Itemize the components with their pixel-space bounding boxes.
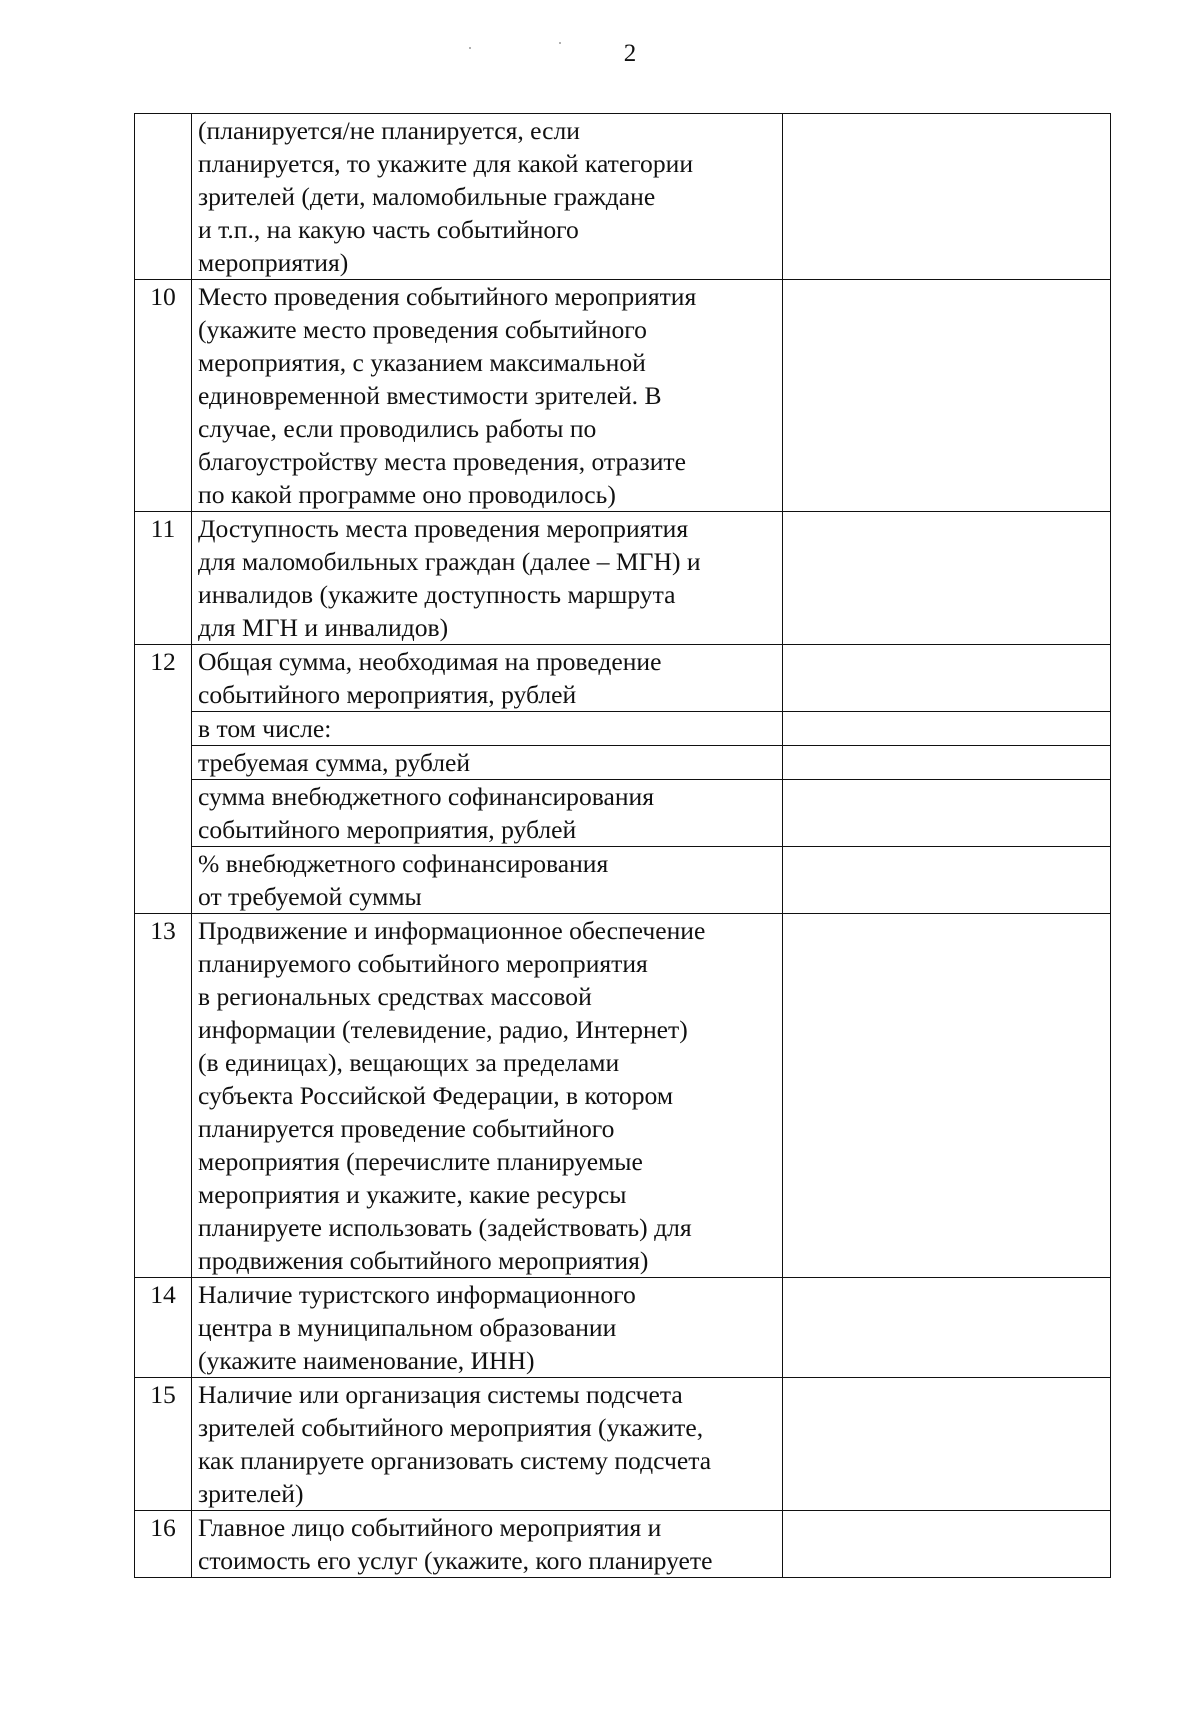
row-text-line: мероприятия (перечислите планируемые [198,1147,643,1176]
row-text-line: Продвижение и информационное обеспечение [198,916,706,945]
table-row [135,280,1111,512]
row-text-line: в том числе: [198,714,332,743]
row-number: 15 [135,1378,192,1511]
row-text-line: планируете использовать (задействовать) для [198,1213,692,1242]
answer-cell[interactable] [783,1511,1111,1578]
answer-cell[interactable] [783,1378,1111,1511]
table-row [135,512,1111,645]
answer-cell[interactable] [783,914,1111,1278]
answer-cell[interactable] [783,847,1111,914]
row-text-line: случае, если проводились работы по [198,414,597,443]
answer-cell[interactable] [783,712,1111,746]
scan-speck [559,42,561,44]
table-row [135,114,1111,280]
row-text-line: инвалидов (укажите доступность маршрута [198,580,676,609]
row-text-line: и т.п., на какую часть событийного [198,215,579,244]
row-text-line: (укажите наименование, ИНН) [198,1346,535,1375]
row-text-line: как планируете организовать систему подсчета [198,1446,712,1475]
row-text-line: Главное лицо событийного мероприятия и [198,1513,662,1542]
row-text-line: планируется, то укажите для какой категории [198,149,694,178]
row-text-line: Наличие или организация системы подсчета [198,1380,683,1409]
row-text-line: зрителей) [198,1479,304,1508]
row-text-line: % внебюджетного софинансирования [198,849,609,878]
row-text-line: субъекта Российской Федерации, в котором [198,1081,674,1110]
row-description [192,645,783,712]
row-number: 16 [135,1511,192,1578]
row-text-line: событийного мероприятия, рублей [198,680,577,709]
row-description [192,114,783,280]
row-description [192,780,783,847]
row-text-line: в региональных средствах массовой [198,982,592,1011]
row-description [192,280,783,512]
row-text-line: (укажите место проведения событийного [198,315,647,344]
table-row [135,1378,1111,1511]
row-text-line: (в единицах), вещающих за пределами [198,1048,620,1077]
row-text-line: от требуемой суммы [198,882,422,911]
table-row [135,1278,1111,1378]
row-text-line: зрителей событийного мероприятия (укажите, [198,1413,704,1442]
row-text-line: планируется проведение событийного [198,1114,615,1143]
row-text-line: для маломобильных граждан (далее – МГН) и [198,547,701,576]
row-text-line: Доступность места проведения мероприятия [198,514,689,543]
answer-cell[interactable] [783,645,1111,712]
row-description [192,1378,783,1511]
row-number: 12 [135,645,192,914]
row-number: 10 [135,280,192,512]
row-text-line: стоимость его услуг (укажите, кого планируете [198,1546,713,1575]
row-text-line: Место проведения событийного мероприятия [198,282,697,311]
row-number: 13 [135,914,192,1278]
table-row [135,1511,1111,1578]
row-description [192,1511,783,1578]
row-text-line: продвижения событийного мероприятия) [198,1246,649,1275]
application-form-table [134,113,1111,1578]
row-text-line: по какой программе оно проводилось) [198,480,616,509]
row-description [192,746,783,780]
page-number: 2 [623,40,637,67]
row-text-line: для МГН и инвалидов) [198,613,449,642]
answer-cell[interactable] [783,746,1111,780]
row-text-line: мероприятия и укажите, какие ресурсы [198,1180,627,1209]
row-text-line: центра в муниципальном образовании [198,1313,617,1342]
table-row [135,746,1111,780]
row-text-line: единовременной вместимости зрителей. В [198,381,662,410]
row-description [192,512,783,645]
row-text-line: мероприятия, с указанием максимальной [198,348,646,377]
row-description [192,712,783,746]
row-number: 11 [135,512,192,645]
row-description [192,847,783,914]
row-number [135,114,192,280]
row-number: 14 [135,1278,192,1378]
table-row [135,914,1111,1278]
table-row [135,712,1111,746]
answer-cell[interactable] [783,1278,1111,1378]
answer-cell[interactable] [783,280,1111,512]
row-text-line: мероприятия) [198,248,349,277]
row-text-line: зрителей (дети, маломобильные граждане [198,182,656,211]
table-row [135,847,1111,914]
row-text-line: информации (телевидение, радио, Интернет) [198,1015,688,1044]
table-row [135,645,1111,712]
answer-cell[interactable] [783,512,1111,645]
row-description [192,1278,783,1378]
answer-cell[interactable] [783,780,1111,847]
row-text-line: (планируется/не планируется, если [198,116,580,145]
row-text-line: благоустройству места проведения, отразите [198,447,686,476]
row-text-line: сумма внебюджетного софинансирования [198,782,655,811]
row-text-line: Наличие туристского информационного [198,1280,636,1309]
row-description [192,914,783,1278]
row-text-line: событийного мероприятия, рублей [198,815,577,844]
table-row [135,780,1111,847]
row-text-line: требуемая сумма, рублей [198,748,471,777]
scan-speck [469,47,471,49]
row-text-line: планируемого событийного мероприятия [198,949,648,978]
row-text-line: Общая сумма, необходимая на проведение [198,647,662,676]
answer-cell[interactable] [783,114,1111,280]
